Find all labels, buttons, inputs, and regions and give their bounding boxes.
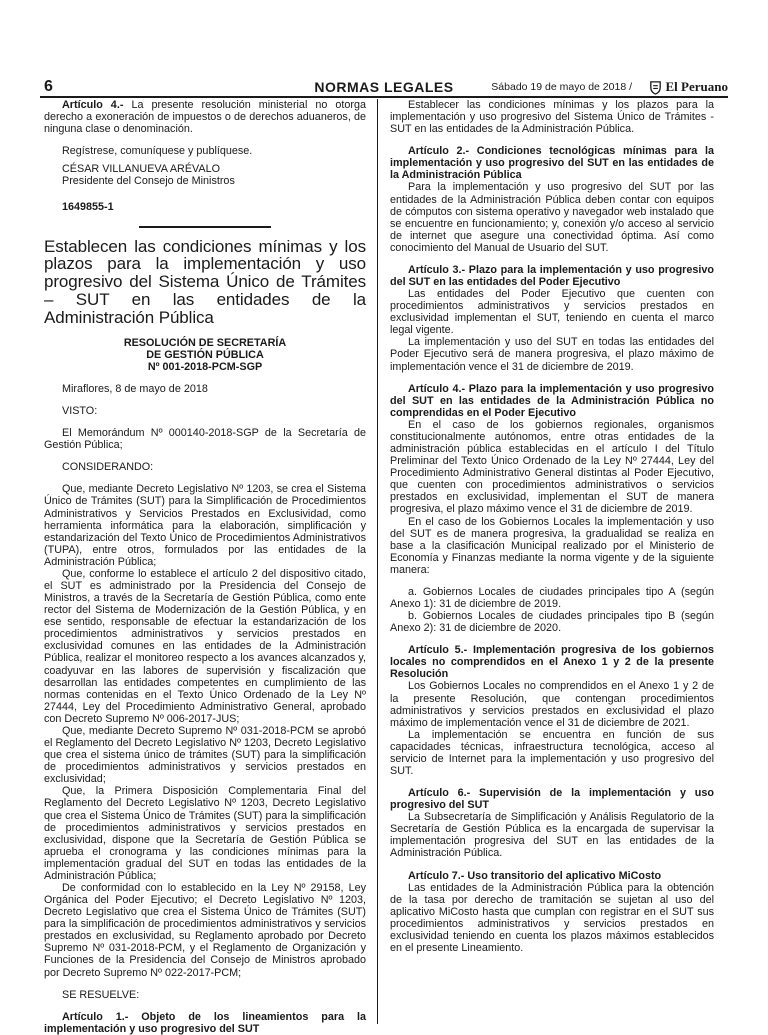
column-divider <box>377 99 378 1024</box>
article-4-item-a: a. Gobiernos Locales de ciudades principales tipo A (según Anexo 1): 31 de diciembre de 2019. <box>390 585 714 610</box>
article-4-prev: Artículo 4.- La presente resolución ministerial no otorga derecho a exoneración de impuestos o de derechos aduaneros, de ninguna clase o denominación. <box>44 99 367 136</box>
considerando-5: De conformidad con lo establecido en la Ley Nº 29158, Ley Orgánica del Poder Ejecutivo; el Decreto Legislativo Nº 1203, Decreto Legislativo que crea el Sistema Único de Trámites (SUT) para la simplificación de procedimientos administrativos y servicios prestados en exclusividad, su Reglamento aprobado por Decreto Supremo Nº 031-2018-PCM, y el Reglamento de Organización y Funciones de la Presidencia del Consejo de Ministros aprobado por Decreto Supremo Nº 022-2017-PCM; <box>44 881 366 979</box>
article-1-text: Establecer las condiciones mínimas y los plazos para la implementación y uso progresivo del Sistema Único de Trámites - SUT en las entidades de la Administración Pública. <box>390 99 714 136</box>
right-column <box>390 99 714 954</box>
article-label: Artículo 4.- <box>62 99 124 111</box>
article-7-heading: Artículo 7.- Uso transitorio del aplicativo MiCosto <box>408 869 662 882</box>
resolution-number: Nº 001-2018-PCM-SGP <box>147 360 263 373</box>
masthead: NORMAS LEGALES <box>314 79 454 95</box>
article-4-item-b: b. Gobiernos Locales de ciudades principales tipo B (según Anexo 2): 31 de diciembre de 2020. <box>390 610 714 635</box>
article-1-heading: Artículo 1.- Objeto de los lineamientos para la implementación y uso progresivo del SUT <box>44 1010 366 1035</box>
article-5-heading: Artículo 5.- Implementación progresiva de los gobiernos locales no comprendidos en el Anexo 1 y 2 de la presente Resolución <box>390 644 714 681</box>
place-date: Miraflores, 8 de mayo de 2018 <box>62 383 208 395</box>
resolution-heading-2: DE GESTIÓN PÚBLICA <box>146 348 264 361</box>
shield-emblem-icon <box>648 80 663 95</box>
left-column <box>44 99 366 1035</box>
resolution-title: Establecen las condiciones mínimas y los plazos para la implementación y uso progresivo del Sistema Único de Trámites – SUT en las entidades de la Administración Pública <box>44 236 366 327</box>
considerando-4: Que, la Primera Disposición Complementaria Final del Reglamento del Decreto Legislativo Nº 1203, Decreto Legislativo que crea el Sistema Único de Trámites (SUT) para la simplificación de procedimientos administrativos y servicios prestados en exclusividad, dispone que la Secretaría de Gestión Pública se aprueba el cronograma y las condiciones mínimas para la implementación gradual del SUT en todas las entidades de la Administración Pública; <box>44 785 366 882</box>
article-6-heading: Artículo 6.- Supervisión de la implementación y uso progresivo del SUT <box>390 787 714 812</box>
article-2-heading: Artículo 2.- Condiciones tecnológicas mínimas para la implementación y uso progresivo del SUT en las entidades de la Administración Pública <box>390 145 714 182</box>
signer-name: CÉSAR VILLANUEVA ARÉVALO <box>62 163 221 176</box>
logo-text: El Peruano <box>665 79 728 94</box>
memorandum-text: El Memorándum Nº 000140-2018-SGP de la Secretaría de Gestión Pública; <box>44 427 366 452</box>
considerando-heading: CONSIDERANDO: <box>62 461 154 474</box>
article-4-text-2: En el caso de los Gobiernos Locales la implementación y uso del SUT es de manera progresiva, la gradualidad se realiza en base a la clasificación Municipal realizado por el Ministerio de Economía y Finanzas mediante la norma vigente y de la siguiente manera: <box>390 515 714 576</box>
article-3-text-1: Las entidades del Poder Ejecutivo que cuenten con procedimientos administrativos y servicios prestados en exclusividad implementan el SUT, teniendo en cuenta el marco legal vigente. <box>390 288 714 337</box>
article-2-text: Para la implementación y uso progresivo del SUT por las entidades de la Administración Pública deben contar con equipos de cómputos con sistema operativo y navegador web instalado que se encuentre en funcionamiento; y, conexión y/o acceso al servicio de internet que asegure una conectividad óptima. Así como conocimiento del Manual de Usuario del SUT. <box>390 181 714 254</box>
considerando-2: Que, conforme lo establece el artículo 2 del dispositivo citado, el SUT es administrado por la Presidencia del Consejo de Ministros, a través de la Secretaría de Gestión Pública, como ente rector del Sistema de Modernización de la Gestión Pública, y en ese sentido, responsable de efectuar la estandarización de los procedimientos administrativos y servicios prestados en exclusividad comunes en las entidades de la Administración Pública, realizar el monitoreo respecto a los avances alcanzados y, coadyuvar en las labores de supervisión y fiscalización que desarrollan las entidades competentes en cumplimiento de las normas contenidas en el Texto Único Ordenado de la Ley Nº 27444, Ley del Procedimiento Administrativo General, aprobado con Decreto Supremo Nº 006-2017-JUS; <box>44 567 366 725</box>
page-number: 6 <box>44 78 53 95</box>
considerando-1: Que, mediante Decreto Legislativo Nº 1203, se crea el Sistema Único de Trámites (SUT) para la Simplificación de Procedimientos Administrativos y Servicios Prestados en Exclusividad, como herramienta informática para la elaboración, simplificación y estandarización del Texto Único de Procedimientos Administrativos (TUPA), entre otros, formulados por las entidades de la Administración Pública; <box>44 483 366 568</box>
article-3-heading: Artículo 3.- Plazo para la implementación y uso progresivo del SUT en las entidades del Poder Ejecutivo <box>390 263 714 289</box>
resolution-heading-1: RESOLUCIÓN DE SECRETARÍA <box>123 336 287 349</box>
article-7-text: Las entidades de la Administración Pública para la obtención de la tasa por derecho de tramitación se sujetan al uso del aplicativo MiCosto hasta que cumplan con registrar en el SUT sus procedimientos administrativos y servicios prestados en exclusividad teniendo en cuenta los plazos máximos establecidos en el presente Lineamiento. <box>390 881 714 954</box>
article-4-heading: Artículo 4.- Plazo para la implementación y uso progresivo del SUT en las entidades de la Administración Pública no comprendidas en el Poder Ejecutivo <box>390 382 714 419</box>
article-3-text-2: La implementación y uso del SUT en todas las entidades del Poder Ejecutivo será de manera progresiva, el plazo máximo de implementación vence el 31 de diciembre de 2019. <box>390 336 714 373</box>
signer-title: Presidente del Consejo de Ministros <box>62 175 235 188</box>
publication-date: Sábado 19 de mayo de 2018 / <box>491 81 632 93</box>
closing-formula: Regístrese, comuníquese y publíquese. <box>62 145 253 158</box>
publication-code: 1649855-1 <box>62 201 114 214</box>
el-peruano-logo <box>648 79 728 95</box>
page-header <box>40 78 728 98</box>
article-6-text: La Subsecretaría de Simplificación y Análisis Regulatorio de la Secretaría de Gestión Pública es la encargada de supervisar la implementación progresiva del SUT en las entidades de la Administración Pública. <box>390 811 714 860</box>
article-4-text-1: En el caso de los gobiernos regionales, organismos constitucionalmente autónomos, entre otras entidades de la administración pública establecidas en el artículo I del Título Preliminar del Texto Único Ordenado de la Ley Nº 27444, Ley del Procedimiento Administrativo General distintas al Poder Ejecutivo, que cuenten con procedimientos administrativos o servicios prestados en exclusividad, implementan el SUT de manera progresiva, el plazo máximo vence el 31 de diciembre de 2019. <box>390 418 714 516</box>
section-rule <box>139 226 271 228</box>
considerando-3: Que, mediante Decreto Supremo Nº 031-2018-PCM se aprobó el Reglamento del Decreto Legislativo Nº 1203, Decreto Legislativo que crea el sistema único de trámites (SUT) para la simplificación de procedimientos administrativos y servicios prestados en exclusividad; <box>44 724 366 786</box>
visto-heading: VISTO: <box>62 405 98 418</box>
article-5-text-2: La implementación se encuentra en función de sus capacidades técnicas, infraestructura tecnológica, acceso al servicio de Internet para la implementación y uso progresivo del SUT. <box>390 728 714 777</box>
article-5-text-1: Los Gobiernos Locales no comprendidos en el Anexo 1 y 2 de la presente Resolución, que contengan procedimientos administrativos y servicios prestados en exclusividad el plazo máximo de implementación vence el 31 de diciembre de 2021. <box>390 680 714 729</box>
se-resuelve-heading: SE RESUELVE: <box>62 988 140 1001</box>
